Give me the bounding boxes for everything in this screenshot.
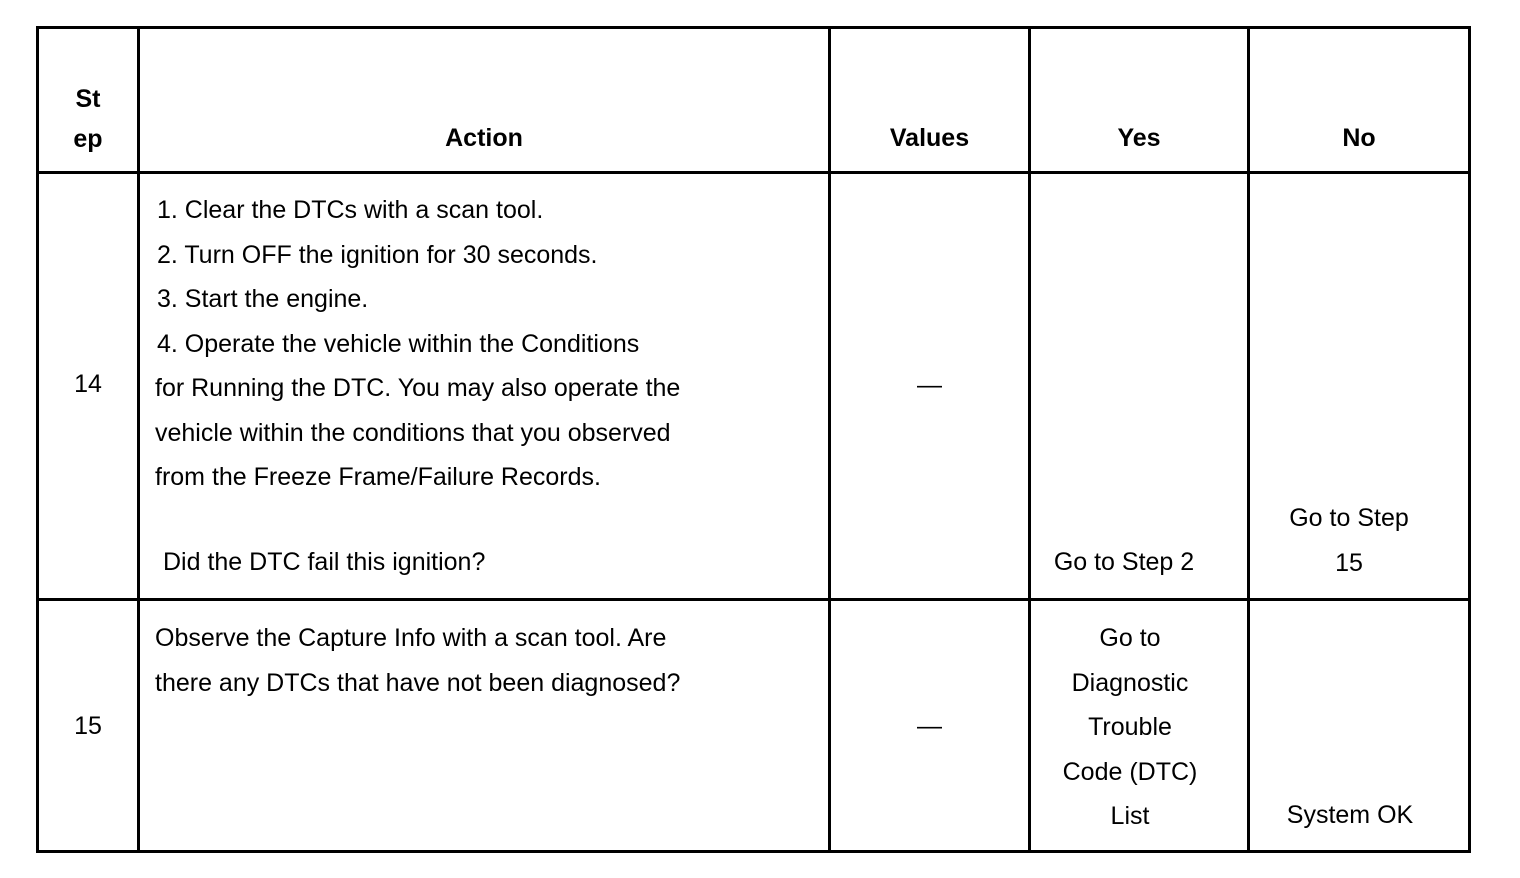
row-divider bbox=[36, 598, 1471, 601]
header-yes: Yes bbox=[1117, 124, 1161, 152]
action-step-3: 3. Start the engine. bbox=[157, 285, 369, 313]
row-15-no: System OK bbox=[1286, 801, 1414, 829]
header-divider bbox=[36, 171, 1471, 174]
row-15-yes bbox=[1031, 616, 1229, 839]
table-border-top bbox=[36, 26, 1471, 29]
row-15-action bbox=[155, 616, 680, 705]
row-15-yes-line-4: Code (DTC) bbox=[1062, 757, 1198, 786]
row-15-yes-line-5: List bbox=[1110, 802, 1150, 830]
action-continued-3: from the Freeze Frame/Failure Records. bbox=[155, 463, 601, 491]
row-15-yes-line-1: Go to bbox=[1099, 624, 1161, 652]
action-step-2: 2. Turn OFF the ignition for 30 seconds. bbox=[157, 240, 598, 269]
table-border-bottom bbox=[36, 850, 1471, 853]
row-15-action-line-1: Observe the Capture Info with a scan tool. Are bbox=[155, 624, 667, 652]
header-step-line-2: ep bbox=[73, 125, 103, 153]
row-14-yes: Go to Step 2 bbox=[1053, 548, 1195, 576]
row-14-action bbox=[155, 188, 680, 500]
row-14-no-line-2: 15 bbox=[1335, 548, 1363, 577]
header-step bbox=[39, 79, 137, 159]
header-no: No bbox=[1342, 124, 1376, 152]
table-border-right bbox=[1468, 26, 1471, 853]
header-action: Action bbox=[445, 124, 523, 152]
row-14-question: Did the DTC fail this ignition? bbox=[163, 548, 486, 576]
row-15-yes-line-2: Diagnostic bbox=[1071, 668, 1189, 697]
row-14-values: — bbox=[917, 371, 942, 399]
row-14-no-line-1: Go to Step bbox=[1289, 504, 1409, 532]
header-values: Values bbox=[889, 124, 970, 152]
action-continued-2: vehicle within the conditions that you observed bbox=[155, 418, 671, 447]
row-15-yes-line-3: Trouble bbox=[1088, 713, 1172, 741]
row-14-no bbox=[1250, 496, 1448, 585]
header-step-line-1: St bbox=[75, 85, 101, 113]
row-14-step: 14 bbox=[74, 370, 102, 398]
action-step-4: 4. Operate the vehicle within the Conditions bbox=[157, 329, 640, 358]
row-15-values: — bbox=[917, 712, 942, 740]
action-step-1: 1. Clear the DTCs with a scan tool. bbox=[157, 196, 544, 224]
action-continued-1: for Running the DTC. You may also operate the bbox=[155, 374, 681, 402]
row-15-action-line-2: there any DTCs that have not been diagnosed? bbox=[155, 668, 681, 697]
row-15-step: 15 bbox=[74, 712, 102, 740]
diagnostic-table bbox=[36, 26, 1471, 853]
